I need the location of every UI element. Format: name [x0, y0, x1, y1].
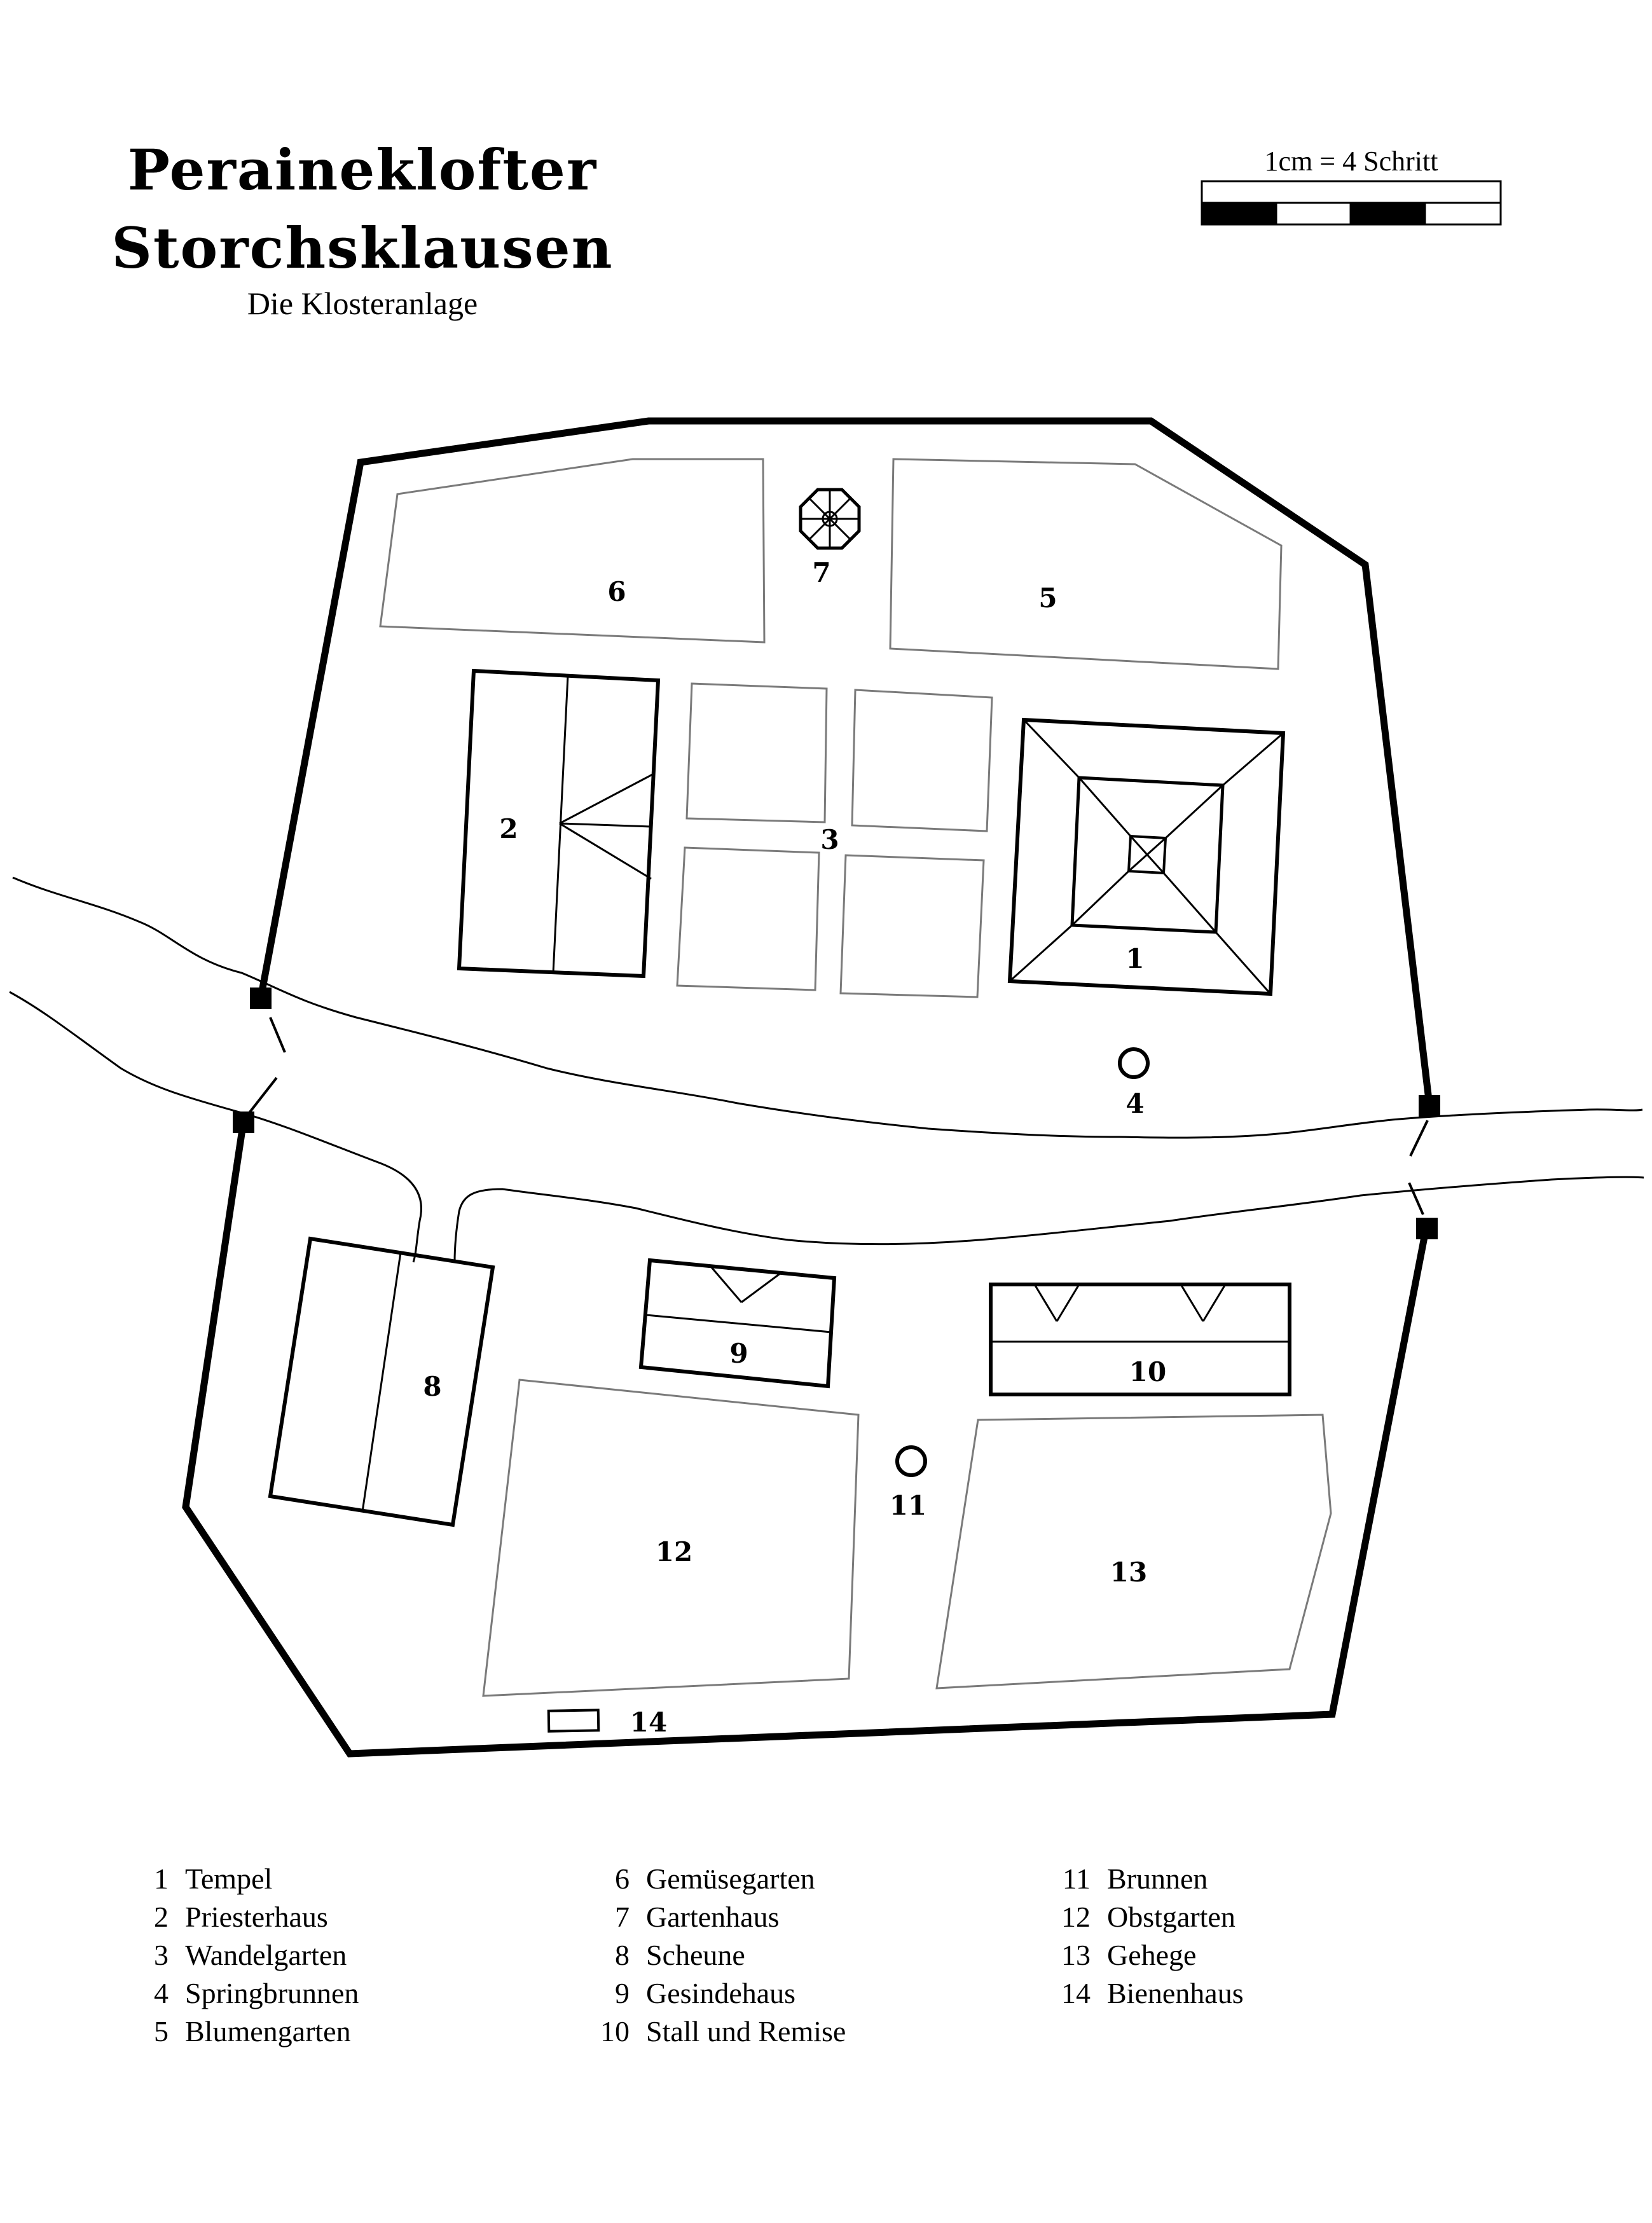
legend-item	[124, 1974, 359, 2013]
map-label-12: 12	[655, 1536, 693, 1567]
legend-item	[1046, 1898, 1244, 1936]
garden-3-cloister-sw	[677, 848, 819, 990]
legend-name: Scheune	[646, 1939, 745, 1971]
legend-number: 4	[154, 1977, 169, 2009]
legend-name: Brunnen	[1107, 1862, 1208, 1895]
building-14-bee-house	[549, 1710, 599, 1731]
garden-3-cloister-nw	[687, 684, 827, 822]
legend-name: Bienenhaus	[1107, 1977, 1244, 2009]
legend-name: Gartenhaus	[646, 1901, 780, 1933]
well-11	[897, 1447, 925, 1475]
legend-number: 8	[615, 1939, 630, 1971]
map-label-4: 4	[1125, 1088, 1145, 1119]
legend-number: 12	[1061, 1901, 1091, 1933]
legend-name: Priesterhaus	[185, 1901, 328, 1933]
garden-5-flower	[890, 459, 1281, 669]
legend-number: 9	[615, 1977, 630, 2009]
legend-name: Gemüsegarten	[646, 1862, 815, 1895]
map-label-5: 5	[1038, 582, 1057, 614]
map-label-9: 9	[729, 1338, 748, 1369]
legend-column-2	[585, 1860, 846, 2051]
legend-number: 13	[1061, 1939, 1091, 1971]
building-2-priest-house	[459, 671, 658, 976]
building-8-barn	[270, 1239, 493, 1525]
legend-item	[124, 1898, 359, 1936]
legend-name: Blumengarten	[185, 2015, 351, 2048]
legend-item	[124, 1860, 359, 1898]
legend-number: 2	[154, 1901, 169, 1933]
legend-name: Springbrunnen	[185, 1977, 359, 2009]
legend-item	[124, 2013, 359, 2051]
gate-gaps	[249, 1017, 1428, 1215]
garden-13-enclosure	[937, 1415, 1331, 1688]
legend-item	[585, 1898, 846, 1936]
outer-wall-south	[186, 1121, 1426, 1754]
garden-6-vegetable	[380, 459, 764, 642]
legend-column-1	[124, 1860, 359, 2051]
legend-name: Obstgarten	[1107, 1901, 1236, 1933]
map-subtitle: Die Klosteranlage	[247, 286, 478, 321]
legend-number: 5	[154, 2015, 169, 2048]
legend-number: 7	[615, 1901, 630, 1933]
map-label-7: 7	[812, 557, 831, 588]
legend-name: Stall und Remise	[646, 2015, 846, 2048]
scale-bar	[1202, 181, 1501, 224]
building-1-temple	[1010, 720, 1283, 994]
legend-number: 1	[154, 1862, 169, 1895]
legend-item	[1046, 1860, 1244, 1898]
legend-name: Gehege	[1107, 1939, 1197, 1971]
map-label-8: 8	[423, 1371, 442, 1402]
legend-item	[1046, 1974, 1244, 2013]
map-label-1: 1	[1125, 943, 1145, 974]
legend-column-3	[1046, 1860, 1244, 2013]
legend-item	[585, 1860, 846, 1898]
legend-item	[585, 1974, 846, 2013]
gate-towers	[233, 988, 1440, 1239]
garden-3-cloister-ne	[852, 690, 992, 831]
legend-item	[1046, 1936, 1244, 1974]
legend-number: 3	[154, 1939, 169, 1971]
scale-label: 1cm = 4 Schritt	[1264, 146, 1438, 177]
legend-number: 14	[1061, 1977, 1091, 2009]
fountain-4	[1120, 1049, 1148, 1077]
map-label-14: 14	[630, 1707, 668, 1738]
building-7-garden-house	[801, 490, 859, 548]
map-title-line1: Peraineklofter	[127, 137, 598, 203]
legend-number: 6	[615, 1862, 630, 1895]
legend-name: Wandelgarten	[185, 1939, 347, 1971]
map-label-13: 13	[1110, 1557, 1148, 1588]
legend-item	[585, 2013, 846, 2051]
map-label-6: 6	[607, 576, 626, 607]
legend-number: 11	[1062, 1862, 1091, 1895]
map-label-2: 2	[499, 813, 518, 844]
map-label-11: 11	[889, 1490, 927, 1521]
stream	[10, 878, 1644, 1262]
map-title-line2: Storchsklausen	[111, 215, 614, 281]
garden-3-cloister-se	[841, 855, 984, 997]
legend-name: Gesindehaus	[646, 1977, 796, 2009]
legend-item	[585, 1936, 846, 1974]
legend-name: Tempel	[185, 1862, 273, 1895]
map-label-10: 10	[1129, 1356, 1167, 1387]
map-label-3: 3	[820, 824, 839, 855]
legend-item	[124, 1936, 359, 1974]
legend-number: 10	[600, 2015, 630, 2048]
outer-wall-north	[261, 421, 1429, 1105]
